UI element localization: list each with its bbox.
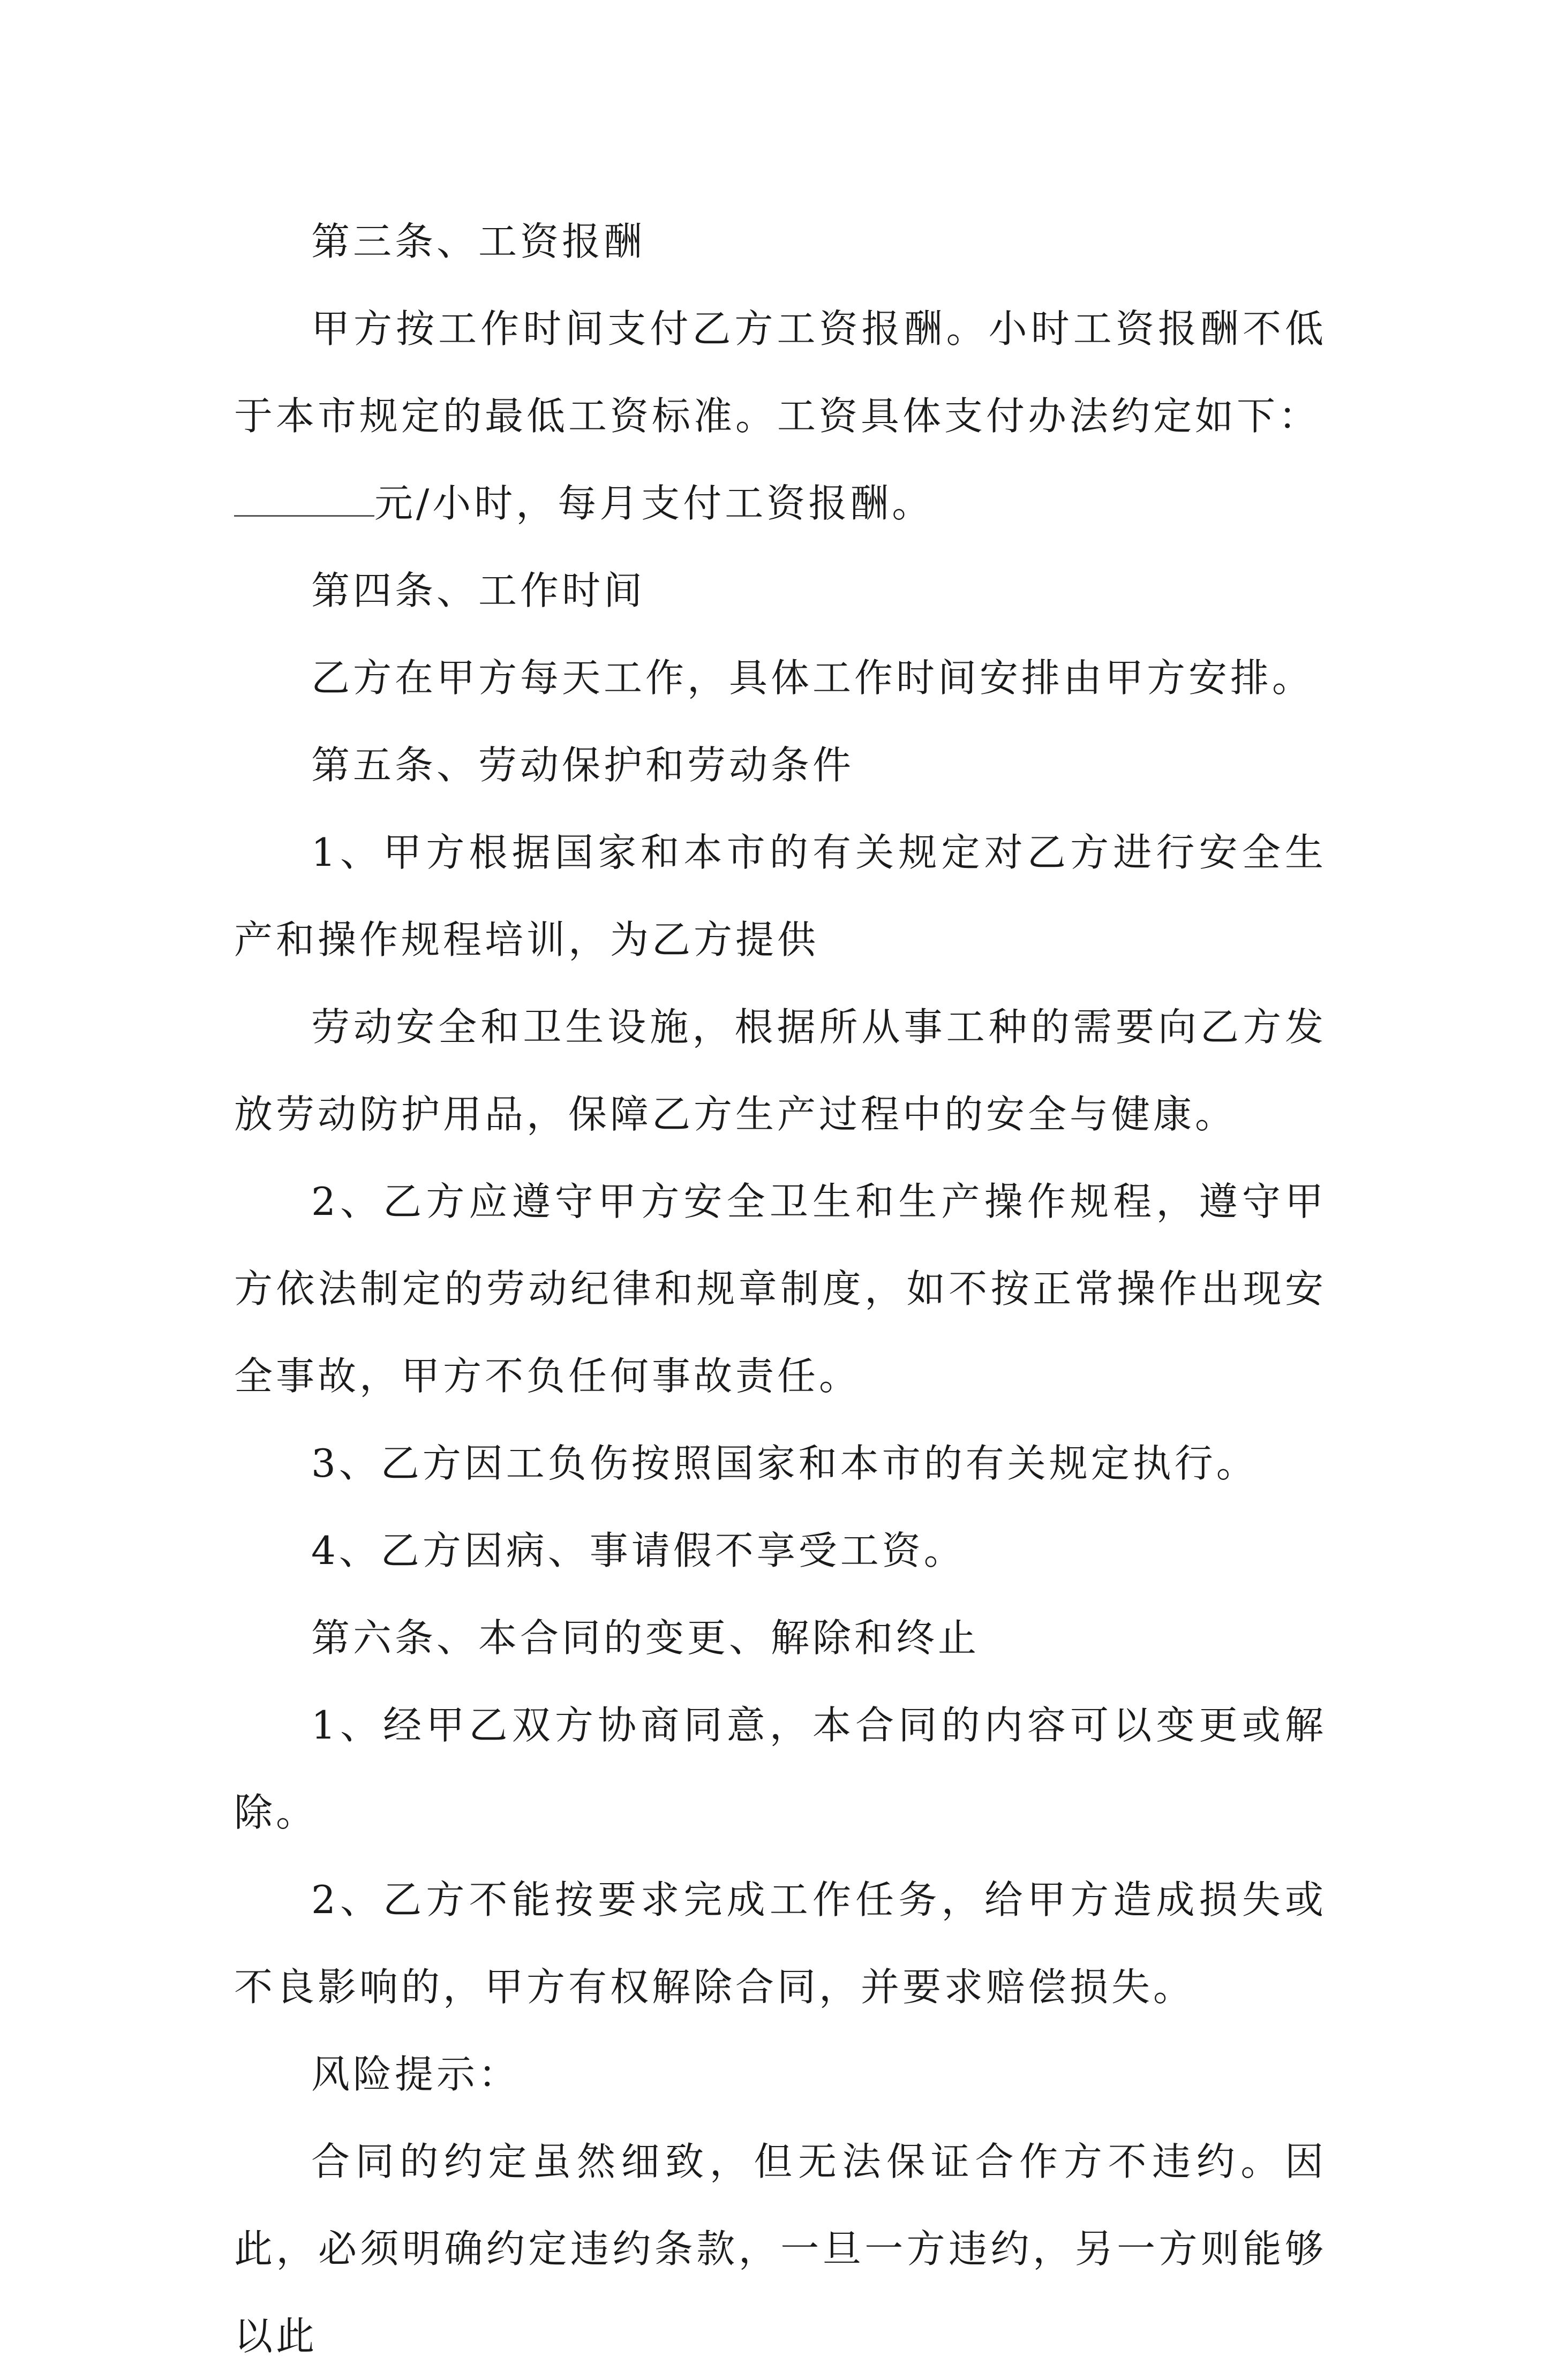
wage-rate-text: 元/小时，每月支付工资报酬。 (374, 481, 934, 526)
article-4-text: 乙方在甲方每天工作，具体工作时间安排由甲方安排。 (311, 655, 1314, 700)
article-5-item-1-cont: 劳动安全和卫生设施，根据所从事工种的需要向乙方发放劳动防护用品，保障乙方生产过程中的安全与健康。 (234, 1004, 1327, 1137)
article-3-heading: 第三条、工资报酬 (311, 219, 646, 264)
risk-notice-text: 合同的约定虽然细致，但无法保证合作方不违约。因此，必须明确约定违约条款，一旦一方违约，另一方则能够以此 (234, 2139, 1327, 2359)
document-body (234, 198, 1327, 2380)
wage-blank-field (234, 483, 374, 517)
article-6-item-2: 2、乙方不能按要求完成工作任务，给甲方造成损失或不良影响的，甲方有权解除合同，并要求赔偿损失。 (234, 1877, 1327, 2009)
article-3-text: 甲方按工作时间支付乙方工资报酬。小时工资报酬不低于本市规定的最低工资标准。工资具体支付办法约定如下： (234, 306, 1327, 439)
article-5-item-1: 1、甲方根据国家和本市的有关规定对乙方进行安全生产和操作规程培训，为乙方提供 (234, 830, 1327, 962)
risk-notice-heading: 风险提示： (311, 2052, 521, 2097)
article-5-item-2: 2、乙方应遵守甲方安全卫生和生产操作规程，遵守甲方依法制定的劳动纪律和规章制度，如不按正常操作出现安全事故，甲方不负任何事故责任。 (234, 1179, 1327, 1399)
article-5-item-3: 3、乙方因工负伤按照国家和本市的有关规定执行。 (311, 1441, 1258, 1486)
article-6-item-1: 1、经甲乙双方协商同意，本合同的内容可以变更或解除。 (234, 1703, 1327, 1835)
wage-rate-line (234, 460, 1327, 547)
article-4-heading: 第四条、工作时间 (311, 568, 646, 613)
article-5-heading: 第五条、劳动保护和劳动条件 (311, 743, 855, 788)
article-6-heading: 第六条、本合同的变更、解除和终止 (311, 1615, 980, 1660)
article-5-item-4: 4、乙方因病、事请假不享受工资。 (311, 1528, 966, 1573)
